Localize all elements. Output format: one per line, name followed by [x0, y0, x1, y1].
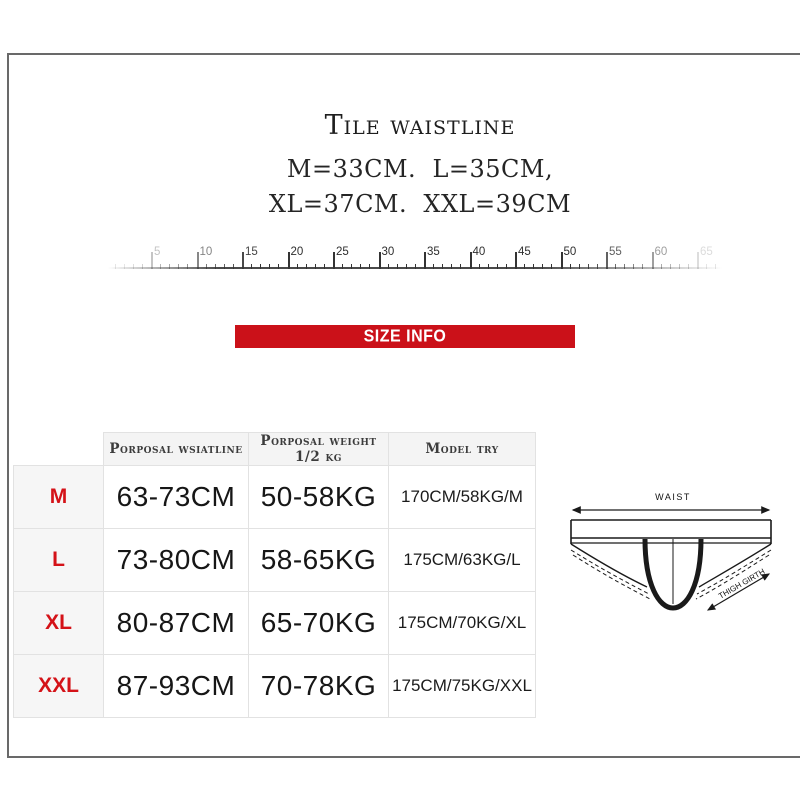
size-cell: M — [14, 466, 104, 529]
header-blank-cell — [14, 433, 104, 466]
size-cell: XL — [14, 592, 104, 655]
thigh-girth-label: THIGH GIRTH — [717, 566, 767, 601]
ruler-minor-tick — [661, 264, 662, 269]
table-header-row — [14, 433, 536, 466]
ruler-major-tick — [288, 252, 290, 269]
ruler-minor-tick — [442, 264, 443, 269]
ruler-minor-tick — [169, 264, 170, 269]
ruler-minor-tick — [715, 264, 716, 269]
ruler-minor-tick — [324, 264, 325, 269]
header-weight: Porposal weight 1/2 kg — [249, 433, 389, 466]
ruler-minor-tick — [633, 264, 634, 269]
ruler-major-tick — [197, 252, 199, 269]
ruler-tick-label: 5 — [154, 246, 161, 258]
size-chart-table — [13, 432, 536, 718]
ruler-major-tick — [242, 252, 244, 269]
ruler-tick-label: 15 — [245, 246, 258, 258]
size-info-banner-label: SIZE INFO — [363, 326, 447, 346]
ruler-tick-label: 35 — [427, 246, 440, 258]
ruler-major-tick — [379, 252, 381, 269]
ruler-tick-label: 50 — [563, 246, 577, 258]
ruler-tick-label: 45 — [518, 246, 531, 258]
frame-top-border — [7, 53, 800, 55]
table-row — [14, 466, 536, 529]
waistline-cell: 80-87CM — [104, 592, 249, 655]
ruler-minor-tick — [524, 264, 525, 269]
ruler-minor-tick — [124, 264, 125, 269]
ruler-minor-tick — [615, 264, 616, 269]
ruler-minor-tick — [415, 264, 416, 269]
ruler-minor-tick — [679, 264, 680, 269]
ruler-minor-tick — [406, 264, 407, 269]
ruler-minor-tick — [570, 264, 571, 269]
ruler-minor-tick — [397, 264, 398, 269]
weight-cell: 70-78KG — [249, 655, 389, 718]
ruler-minor-tick — [360, 264, 361, 269]
ruler-minor-tick — [342, 264, 343, 269]
ruler-minor-tick — [233, 264, 234, 269]
ruler-major-tick — [606, 252, 608, 269]
ruler-minor-tick — [479, 264, 480, 269]
brief-measurement-diagram — [556, 486, 792, 622]
ruler-minor-tick — [706, 264, 707, 269]
ruler-minor-tick — [688, 264, 689, 269]
ruler-major-tick — [470, 252, 472, 269]
ruler-minor-tick — [369, 264, 370, 269]
weight-cell: 65-70KG — [249, 592, 389, 655]
waistline-sizes-line2: XL=37CM. XXL=39CM — [268, 190, 572, 218]
ruler-tick-label: 60 — [654, 246, 668, 258]
ruler-major-tick — [697, 252, 699, 269]
model-try-cell: 175CM/70KG/XL — [389, 592, 536, 655]
ruler-minor-tick — [460, 264, 461, 269]
brief-outline — [571, 520, 771, 608]
ruler-minor-tick — [306, 264, 307, 269]
ruler-tick-label: 40 — [472, 246, 486, 258]
ruler-minor-tick — [133, 264, 134, 269]
waistline-sizes-line1: M=33CM. L=35CM, — [286, 155, 554, 183]
ruler-minor-tick — [533, 264, 534, 269]
table-row — [14, 655, 536, 718]
model-try-cell: 175CM/63KG/L — [389, 529, 536, 592]
page-title: Tile waistline — [324, 110, 516, 141]
ruler-major-tick — [515, 252, 517, 269]
ruler-minor-tick — [251, 264, 252, 269]
ruler-minor-tick — [388, 264, 389, 269]
ruler-tick-label: 55 — [609, 246, 622, 258]
ruler-minor-tick — [670, 264, 671, 269]
ruler-tick-label: 30 — [381, 246, 395, 258]
waistline-cell: 87-93CM — [104, 655, 249, 718]
ruler-major-tick — [333, 252, 335, 269]
table-row — [14, 592, 536, 655]
waistline-cell: 73-80CM — [104, 529, 249, 592]
ruler-major-tick — [561, 252, 563, 269]
header-waistline: Porposal wsiatline — [104, 433, 249, 466]
weight-cell: 50-58KG — [249, 466, 389, 529]
ruler-major-tick — [151, 252, 153, 269]
ruler-minor-tick — [497, 264, 498, 269]
ruler-minor-tick — [488, 264, 489, 269]
ruler-minor-tick — [551, 264, 552, 269]
ruler-minor-tick — [433, 264, 434, 269]
ruler-tick-label: 25 — [336, 246, 349, 258]
table-row — [14, 529, 536, 592]
ruler-tick-label: 20 — [290, 246, 304, 258]
ruler-minor-tick — [224, 264, 225, 269]
ruler-minor-tick — [260, 264, 261, 269]
ruler-minor-tick — [451, 264, 452, 269]
waistline-cell: 63-73CM — [104, 466, 249, 529]
ruler-minor-tick — [278, 264, 279, 269]
ruler-tick-label: 65 — [700, 246, 713, 258]
ruler-minor-tick — [269, 264, 270, 269]
ruler-minor-tick — [160, 264, 161, 269]
ruler-major-tick — [652, 252, 654, 269]
ruler-minor-tick — [579, 264, 580, 269]
ruler-minor-tick — [178, 264, 179, 269]
weight-cell: 58-65KG — [249, 529, 389, 592]
ruler-minor-tick — [297, 264, 298, 269]
header-model-try: Model try — [389, 433, 536, 466]
ruler-major-tick — [424, 252, 426, 269]
ruler-minor-tick — [187, 264, 188, 269]
measuring-ruler — [108, 246, 722, 269]
size-cell: XXL — [14, 655, 104, 718]
ruler-minor-tick — [206, 264, 207, 269]
size-info-banner — [235, 325, 575, 348]
ruler-minor-tick — [506, 264, 507, 269]
ruler-minor-tick — [588, 264, 589, 269]
frame-bottom-border — [7, 756, 800, 758]
frame-left-border — [7, 53, 9, 758]
ruler-minor-tick — [351, 264, 352, 269]
ruler-minor-tick — [315, 264, 316, 269]
model-try-cell: 175CM/75KG/XXL — [389, 655, 536, 718]
model-try-cell: 170CM/58KG/M — [389, 466, 536, 529]
ruler-minor-tick — [597, 264, 598, 269]
ruler-minor-tick — [642, 264, 643, 269]
size-cell: L — [14, 529, 104, 592]
ruler-minor-tick — [115, 264, 116, 269]
ruler-minor-tick — [542, 264, 543, 269]
waist-label: WAIST — [655, 492, 691, 502]
ruler-minor-tick — [624, 264, 625, 269]
ruler-minor-tick — [142, 264, 143, 269]
ruler-minor-tick — [215, 264, 216, 269]
ruler-tick-label: 10 — [199, 246, 213, 258]
